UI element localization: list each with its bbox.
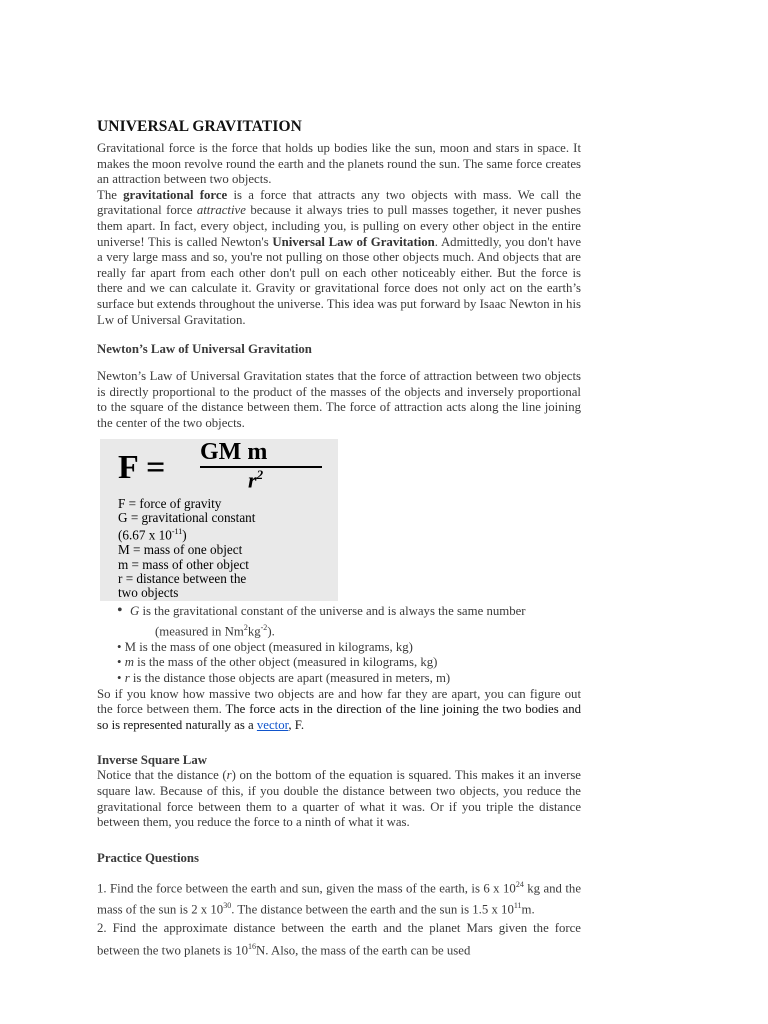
list-item: • M is the mass of one object (measured in kilograms, kg) [117,639,413,654]
formula-image [100,439,338,601]
inverse-square-paragraph: Notice that the distance (r) on the bottom of the equation is squared. This makes it an inverse square law. Because of this, if you double the distance between two objects, you reduce the gravitational force between them to a quarter of what it was. Or if you triple the distance between them, you reduce the force to a ninth of what it was. [97,768,581,830]
question-1: 1. Find the force between the earth and sun, given the mass of the earth, is 6 x $10^{24}$ kg and the mass of the sun is 2 x $10^{30}$. The distance between the earth and the sun is 1.5 x $10^{11}m$. [97,879,581,917]
formula-lhs: F = [118,448,166,486]
variable-list [97,640,581,687]
vector-link[interactable]: vector [256,717,289,732]
force-direction-paragraph: So if you know how massive two objects are and how far they are apart, you can figure out the force between them. The force acts in the direction of the line joining the two bodies and so is represented naturally as a vector, F. [97,686,581,732]
formula-denominator: $r^2$ [248,466,264,492]
intro-paragraph-1: Gravitational force is the force that holds up bodies like the sun, moon and stars in space. It makes the moon revolve round the earth and the planets round the sun. The same force creates an attraction between two objects. [97,141,581,187]
page-title: UNIVERSAL GRAVITATION [97,118,302,135]
formula-numerator: GM m [200,438,268,465]
newtons-law-paragraph: Newton’s Law of Universal Gravitation states that the force of attraction between two objects is directly proportional to the product of the masses of the objects and inversely proportional to the square of the distance between them. The force of attraction acts along the line joining the center of the two objects. [97,369,581,430]
bullet-icon: • [117,601,123,619]
bullet-gravitational-constant: • G is the gravitational constant of the universe and is always the same number (measured in $Nm^2kg^{-2}$). [117,601,526,638]
intro-paragraph-2: The gravitational force is a force that attracts any two objects with mass. We call the gravitational force attractive because it always tries to pull masses together, it never pushes them apart. In fact, every object, including you, is pulling on every other object in the entire universe! This is called Newton's Universal Law of Gravitation. Admittedly, you don't have a very large mass and so, you're not pulling on those other objects much. And objects that are really far apart from each other don't pull on each other noticeably either. But the force is there and we can calculate it. Gravity or gravitational force does not only act on the earth’s surface but extends throughout the universe. This idea was put forward by Isaac Newton in his Lw of Universal Gravitation. [97,187,582,327]
formula-definitions: F = force of gravity G = gravitational constant (6.67 x $10^{-11}$) M = mass of one object m = mass of other object r = distance between the two objects [118,495,256,601]
section-heading-newtons-law: Newton’s Law of Universal Gravitation [97,342,312,357]
list-item: • r is the distance those objects are apart (measured in meters, m) [117,670,451,685]
document-page [97,118,581,960]
section-heading-inverse-square: Inverse Square Law [97,753,207,768]
question-2: 2. Find the approximate distance between the earth and the planet Mars given the force between the two planets is $10^{16}N$. Also, the mass of the earth can be used [97,921,581,957]
section-heading-practice: Practice Questions [97,850,199,865]
list-item: • m is the mass of the other object (measured in kilograms, kg) [117,655,438,670]
